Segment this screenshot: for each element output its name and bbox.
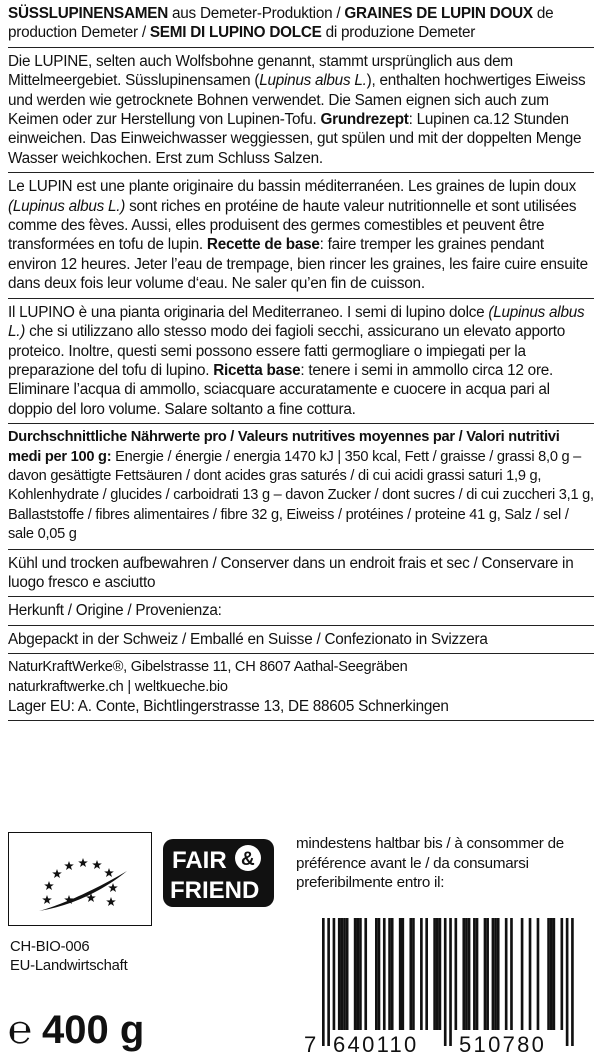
italian-description	[8, 303, 594, 419]
barcode-bar	[322, 918, 325, 1046]
french-recipe-label: Recette de base	[206, 236, 320, 254]
barcode-bar	[333, 918, 336, 1030]
barcode-bar	[383, 918, 386, 1030]
eu-agriculture: EU-Landwirtschaft	[10, 958, 128, 974]
barcode-bar	[473, 918, 476, 1030]
barcode-bar	[388, 918, 391, 1030]
divider	[8, 172, 594, 173]
intro-paragraph	[8, 4, 594, 43]
warehouse-address: Lager EU: A. Conte, Bichtlingerstrasse 13, DE 88605 Schnerkingen	[8, 698, 449, 715]
label-footer	[0, 826, 600, 1059]
barcode-bar	[425, 918, 428, 1030]
packed-in-line: Abgepackt in der Schweiz / Emballé en Suisse / Confezionato in Svizzera	[8, 630, 488, 648]
barcode-bar	[343, 918, 346, 1030]
french-text-2: sont riches en protéine de haute valeur nutritionnelle et sont utilisées comme des fèves. Aussi, elles produisent des germes comestibles et peuvent être transformées en tofu de lupin.	[8, 197, 577, 254]
barcode-bar	[537, 918, 540, 1030]
barcode-bar	[449, 918, 452, 1046]
divider	[8, 720, 594, 721]
eu-control-code: CH-BIO-006	[10, 939, 90, 955]
eu-organic-text	[10, 938, 128, 976]
barcode-first-digit: 7	[304, 1032, 317, 1056]
barcode-bar	[341, 918, 344, 1030]
company-address	[8, 658, 594, 697]
intro-from-fr: de production Demeter /	[8, 5, 554, 42]
label-text	[8, 4, 594, 725]
title-it: SEMI DI LUPINO DOLCE	[149, 24, 322, 42]
italian-text-2: che si utilizzano allo stesso modo dei fagioli secchi, assicurano un elevato apporto proteico. Inoltre, questi semi possono essere fatti germogliare o impiegati per la preparazione del tofu di lupino.	[8, 323, 566, 379]
barcode-bar	[571, 918, 574, 1046]
divider	[8, 549, 594, 550]
nutrition-facts	[8, 428, 594, 544]
barcode-bar	[492, 918, 495, 1030]
french-description	[8, 177, 594, 293]
storage-instructions: Kühl und trocken aufbewahren / Conserver dans un endroit frais et sec / Conservare in luogo fresco e asciutto	[8, 554, 574, 591]
italian-recipe: : tenere i semi in ammollo circa 12 ore. Eliminare l’acqua di ammollo, sciacquare accuratamente e cuocere in acqua pari al doppio del loro volume. Salare soltanto a fine cottura.	[8, 361, 554, 418]
barcode-bar	[529, 918, 532, 1030]
company-address-line: NaturKraftWerke®, Gibelstrasse 11, CH 8607 Aathal-Seegräben	[8, 659, 408, 676]
german-latin-name: Lupinus albus L.	[259, 72, 367, 90]
barcode-bar	[497, 918, 500, 1030]
intro-from-de: aus Demeter-Produktion /	[168, 5, 345, 22]
barcode-bar	[510, 918, 513, 1030]
italian-text-1: Il LUPINO è una pianta originaria del Mediterraneo. I semi di lupino dolce	[8, 303, 489, 321]
barcode-bar	[439, 918, 442, 1030]
barcode-bar	[402, 918, 405, 1030]
barcode-bar	[364, 918, 367, 1030]
barcode-bar	[550, 918, 553, 1030]
barcode-bar	[378, 918, 381, 1030]
french-recipe: : faire tremper les graines pendant environ 12 heures. Jeter l’eau de trempage, bien rincer les graines, les faire cuire ensuite dans deux fois leur volume d‘eau. Ne saler qu’en fin de cuisson.	[8, 236, 588, 293]
barcode-bar	[399, 918, 402, 1030]
barcode-bar	[412, 918, 415, 1030]
italian-latin-name: (Lupinus albus L.)	[8, 303, 585, 341]
barcode-bar	[359, 918, 362, 1030]
friend-word: FRIEND	[170, 877, 260, 904]
barcode-bar	[486, 918, 489, 1030]
barcode-right-group: 510780	[459, 1032, 547, 1056]
barcode-bars	[322, 918, 574, 1046]
barcode-bar	[436, 918, 439, 1030]
barcode-bar	[521, 918, 524, 1030]
barcode-bar	[391, 918, 394, 1030]
divider	[8, 47, 594, 48]
barcode-bar	[468, 918, 471, 1030]
barcode-bar	[356, 918, 359, 1030]
barcode-bar	[433, 918, 436, 1030]
barcode-bar	[354, 918, 357, 1030]
barcode-bar	[494, 918, 497, 1030]
barcode-bar	[505, 918, 508, 1030]
divider	[8, 653, 594, 654]
net-weight	[8, 1006, 144, 1054]
barcode-bar	[455, 918, 458, 1030]
german-recipe-label: Grundrezept	[320, 111, 409, 129]
title-fr: GRAINES DE LUPIN DOUX	[344, 5, 533, 22]
barcode-bar	[346, 918, 349, 1030]
nutrition-values: Energie / énergie / energia 1470 kJ | 350 kcal, Fett / graisse / grassi 8,0 g – davon gesättigte Fettsäuren / dont acides gras saturés / di cui acidi grassi saturi 1,9 g, Kohlenhydrate / glucides / carboidrati 13 g – davon Zucker / dont sucres / di cui zuccheri 3,1 g, Ballaststoffe / fibres alimentaires / fibre 32 g, Eiweiss / protéines / proteine 41 g, Salz / sel / sale 0,05 g	[8, 448, 594, 543]
barcode-bar	[566, 918, 569, 1046]
best-before-text: mindestens haltbar bis / à consommer de préférence avant le / da consumarsi preferibilmente entro il:	[296, 835, 564, 891]
divider	[8, 596, 594, 597]
barcode-bar	[444, 918, 447, 1046]
ampersand: &	[241, 849, 255, 870]
title-de: SÜSSLUPINENSAMEN	[8, 5, 169, 22]
origin-line: Herkunft / Origine / Provenienza:	[8, 602, 222, 620]
barcode-bar	[553, 918, 556, 1030]
german-recipe: : Lupinen ca.12 Stunden einweichen. Das Einweichwasser weggiessen, gut spülen und mit der doppelten Menge Wasser weichkochen. Erst zum Schluss Salzen.	[8, 111, 582, 167]
barcode-bar	[409, 918, 412, 1030]
barcode-left-group: 640110	[333, 1032, 419, 1056]
nutrition-label: Durchschnittliche Nährwerte pro / Valeurs nutritives moyennes par / Valori nutritivi medi per 100 g:	[8, 429, 560, 465]
barcode	[300, 918, 596, 1056]
divider	[8, 625, 594, 626]
fair-word: FAIR	[172, 847, 227, 874]
french-text-1: Le LUPIN est une plante originaire du bassin méditerranéen. Les graines de lupin doux	[8, 178, 577, 196]
divider	[8, 298, 594, 299]
barcode-bar	[327, 918, 330, 1046]
barcode-bar	[561, 918, 564, 1030]
company-websites: naturkraftwerke.ch | weltkueche.bio	[8, 678, 228, 695]
eu-organic-leaf-icon	[8, 832, 152, 926]
german-text-1: Die LUPINE, selten auch Wolfsbohne genannt, stammt ursprünglich aus dem Mittelmeergebiet. Süsslupinensamen (	[8, 52, 513, 90]
intro-from-it: di produzione Demeter	[321, 24, 476, 42]
german-description	[8, 52, 594, 168]
divider	[8, 423, 594, 424]
barcode-bar	[338, 918, 341, 1030]
german-text-2: ), enthalten hochwertiges Eiweiss und werden wie getrocknete Bohnen verwendet. Die Samen eignen sich auch zum Keimen oder zur Herstellung von Lupinen-Tofu.	[8, 72, 586, 129]
barcode-bar	[476, 918, 479, 1030]
weight-value: 400 g	[42, 1008, 145, 1052]
barcode-bar	[465, 918, 468, 1030]
estimate-sign-icon: ℮	[8, 1008, 33, 1052]
barcode-bar	[462, 918, 465, 1030]
barcode-bar	[547, 918, 550, 1030]
italian-recipe-label: Ricetta base	[213, 361, 301, 379]
barcode-bar	[375, 918, 378, 1030]
french-latin-name: (Lupinus albus L.)	[8, 197, 126, 215]
barcode-bar	[484, 918, 487, 1030]
barcode-bar	[420, 918, 423, 1030]
fair-and-friend-logo	[162, 838, 275, 908]
